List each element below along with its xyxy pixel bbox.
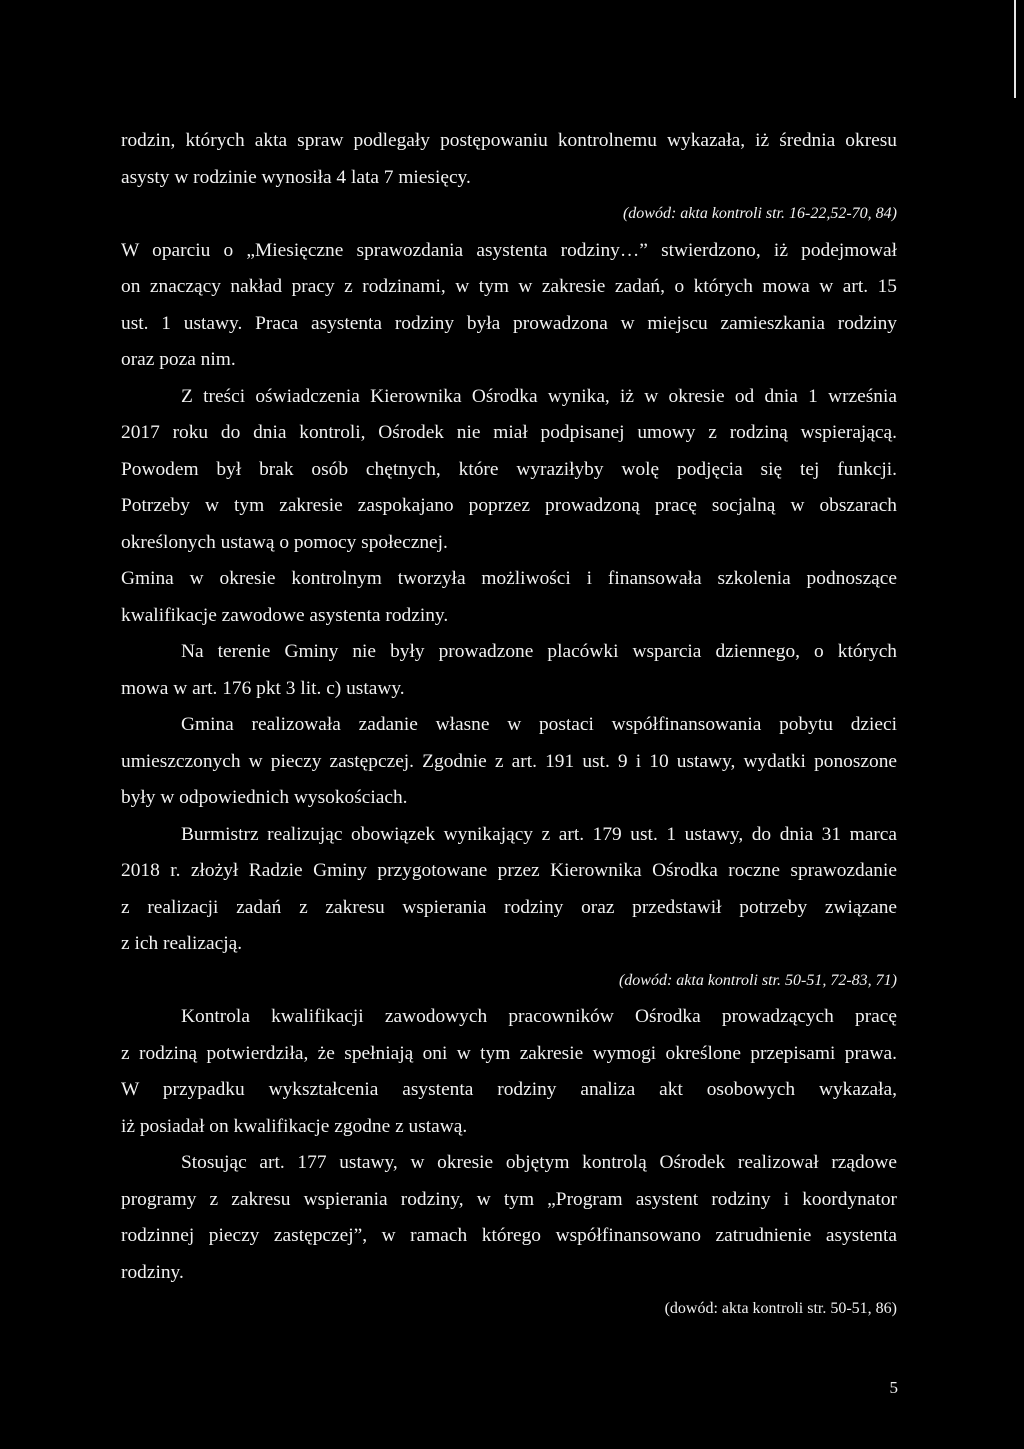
- text-line: Potrzeby w tym zakresie zaspokajano poprzez prowadzoną pracę socjalną w obszarach: [121, 495, 897, 516]
- text-line: oraz poza nim.: [121, 349, 236, 370]
- text-line: asysty w rodzinie wynosiła 4 lata 7 miesięcy.: [121, 166, 471, 188]
- text-line: programy z zakresu wspierania rodziny, w tym „Program asystent rodziny i koordynator: [121, 1188, 897, 1210]
- text-line: iż posiadał on kwalifikacje zgodne z ustawą.: [121, 1115, 468, 1137]
- text-line: Z treści oświadczenia Kierownika Ośrodka wynika, iż w okresie od dnia 1 września: [181, 385, 897, 407]
- page-number: 5: [889, 1378, 898, 1397]
- text-line: mowa w art. 176 pkt 3 lit. c) ustawy.: [121, 677, 405, 699]
- text-line: 2017 roku do dnia kontroli, Ośrodek nie miał podpisanej umowy z rodziną wspierającą.: [121, 422, 897, 443]
- text-line: Stosując art. 177 ustawy, w okresie objętym kontrolą Ośrodek realizował rządowe: [181, 1152, 897, 1173]
- text-line: W przypadku wykształcenia asystenta rodziny analiza akt osobowych wykazała,: [121, 1079, 897, 1100]
- text-line: Kontrola kwalifikacji zawodowych pracowników Ośrodka prowadzących pracę: [181, 1006, 897, 1027]
- text-line: Na terenie Gminy nie były prowadzone placówki wsparcia dziennego, o których: [181, 641, 897, 662]
- evidence-reference: (dowód: akta kontroli str. 16-22,52-70, 84): [622, 205, 897, 222]
- text-line: kwalifikacje zawodowe asystenta rodziny.: [121, 604, 449, 626]
- text-line: Gmina w okresie kontrolnym tworzyła możliwości i finansowała szkolenia podnoszące: [121, 568, 897, 589]
- text-line: umieszczonych w pieczy zastępczej. Zgodnie z art. 191 ust. 9 i 10 ustawy, wydatki ponoszone: [121, 750, 897, 772]
- document-body: [121, 126, 897, 1331]
- text-line: rodzinnej pieczy zastępczej”, w ramach którego współfinansowano zatrudnienie asystenta: [121, 1225, 897, 1246]
- text-line: Burmistrz realizując obowiązek wynikający z art. 179 ust. 1 ustawy, do dnia 31 marca: [181, 823, 897, 845]
- text-line: rodzin, których akta spraw podlegały postępowaniu kontrolnemu wykazała, iż średnia okresu: [121, 130, 897, 151]
- text-line: Powodem był brak osób chętnych, które wyraziłyby wolę podjęcia się tej funkcji.: [121, 458, 897, 480]
- text-line: z ich realizacją.: [121, 933, 243, 954]
- text-line: z rodziną potwierdziła, że spełniają oni w tym zakresie wymogi określone przepisami prawa.: [121, 1042, 897, 1064]
- text-line: były w odpowiednich wysokościach.: [121, 787, 408, 808]
- text-line: określonych ustawą o pomocy społecznej.: [121, 531, 448, 553]
- evidence-reference: (dowód: akta kontroli str. 50-51, 72-83, 71): [618, 971, 897, 989]
- text-line: rodziny.: [121, 1261, 184, 1283]
- text-line: z realizacji zadań z zakresu wspierania rodziny oraz przedstawił potrzeby związane: [121, 896, 897, 918]
- evidence-reference: (dowód: akta kontroli str. 50-51, 86): [664, 1300, 897, 1317]
- text-line: on znaczący nakład pracy z rodzinami, w tym w zakresie zadań, o których mowa w art. 15: [121, 276, 897, 297]
- text-line: W oparciu o „Miesięczne sprawozdania asystenta rodziny…” stwierdzono, iż podejmował: [121, 239, 897, 261]
- text-line: Gmina realizowała zadanie własne w postaci współfinansowania pobytu dzieci: [181, 714, 897, 735]
- scan-edge-line: [1014, 0, 1016, 98]
- text-line: ust. 1 ustawy. Praca asystenta rodziny była prowadzona w miejscu zamieszkania rodziny: [121, 312, 897, 334]
- text-line: 2018 r. złożył Radzie Gminy przygotowane przez Kierownika Ośrodka roczne sprawozdanie: [121, 860, 897, 881]
